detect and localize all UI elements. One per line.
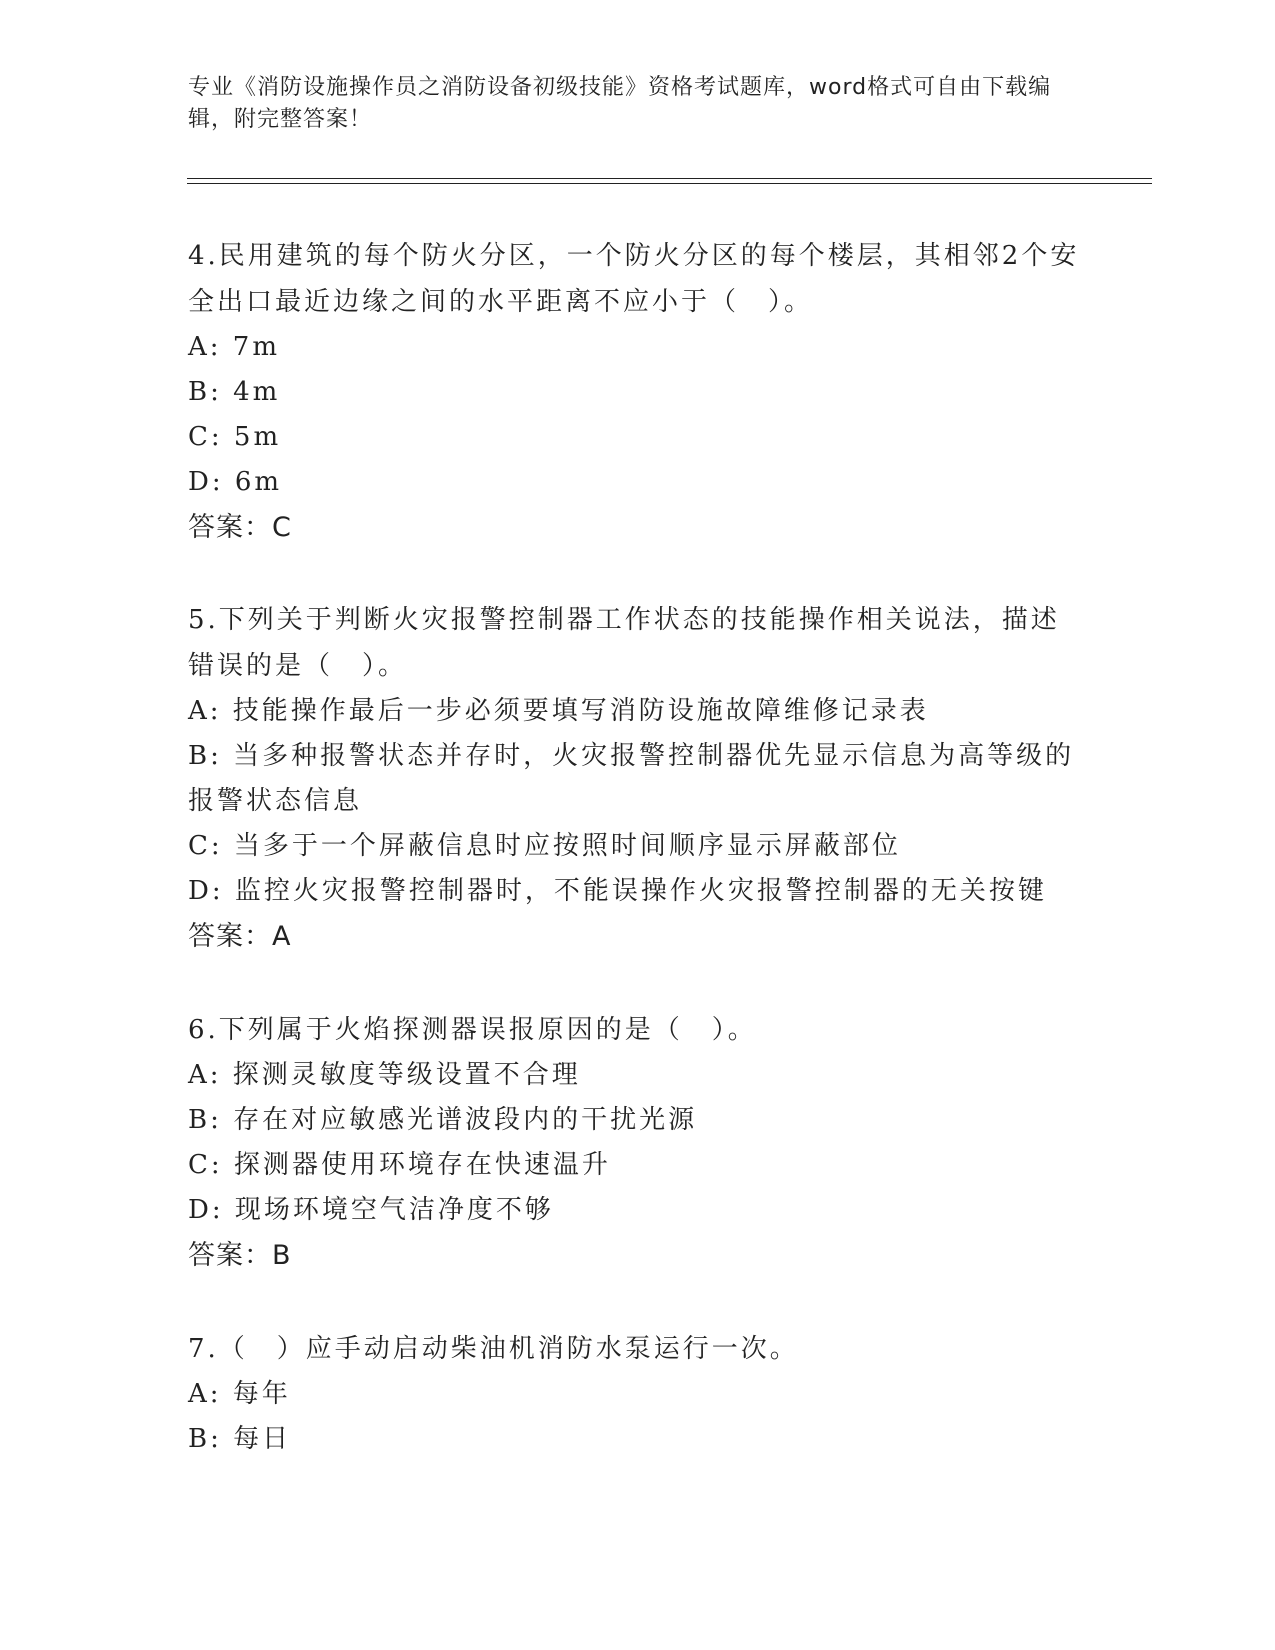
question-5: [188, 597, 1088, 960]
option-c: C: 探测器使用环境存在快速温升: [188, 1150, 611, 1180]
header-divider-bottom: [187, 183, 1152, 184]
option-c: C: 当多于一个屏蔽信息时应按照时间顺序显示屏蔽部位: [188, 831, 901, 861]
document-header: 专业《消防设施操作员之消防设备初级技能》资格考试题库，word格式可自由下载编辑，附完整答案！: [188, 75, 1052, 132]
header-divider-top: [187, 178, 1152, 179]
option-b: B: 4m: [188, 377, 281, 407]
question-stem: 6.下列属于火焰探测器误报原因的是（ ）。: [188, 1015, 757, 1045]
option-b: B: 当多种报警状态并存时，火灾报警控制器优先显示信息为高等级的报警状态信息: [188, 741, 1075, 816]
option-d: D: 监控火灾报警控制器时，不能误操作火灾报警控制器的无关按键: [188, 876, 1047, 906]
question-stem: 5.下列关于判断火灾报警控制器工作状态的技能操作相关说法，描述错误的是（ ）。: [188, 605, 1060, 681]
question-6: [188, 1007, 1088, 1279]
option-a: A: 每年: [188, 1379, 291, 1409]
answer-label: 答案：C: [188, 512, 292, 543]
answer-label: 答案：A: [188, 921, 292, 952]
option-d: D: 现场环境空气洁净度不够: [188, 1195, 554, 1225]
option-a: A: 探测灵敏度等级设置不合理: [188, 1060, 581, 1090]
option-d: D: 6m: [188, 467, 283, 497]
question-stem: 4.民用建筑的每个防火分区，一个防火分区的每个楼层，其相邻2个安全出口最近边缘之间的水平距离不应小于（ ）。: [188, 241, 1080, 317]
answer-label: 答案：B: [188, 1240, 292, 1271]
question-4: [188, 233, 1088, 551]
question-7: [188, 1326, 1088, 1462]
option-c: C: 5m: [188, 422, 282, 452]
question-stem: 7.（ ）应手动启动柴油机消防水泵运行一次。: [188, 1334, 799, 1364]
option-a: A: 7m: [188, 332, 280, 362]
option-b: B: 每日: [188, 1424, 292, 1454]
option-a: A: 技能操作最后一步必须要填写消防设施故障维修记录表: [188, 696, 929, 726]
option-b: B: 存在对应敏感光谱波段内的干扰光源: [188, 1105, 698, 1135]
